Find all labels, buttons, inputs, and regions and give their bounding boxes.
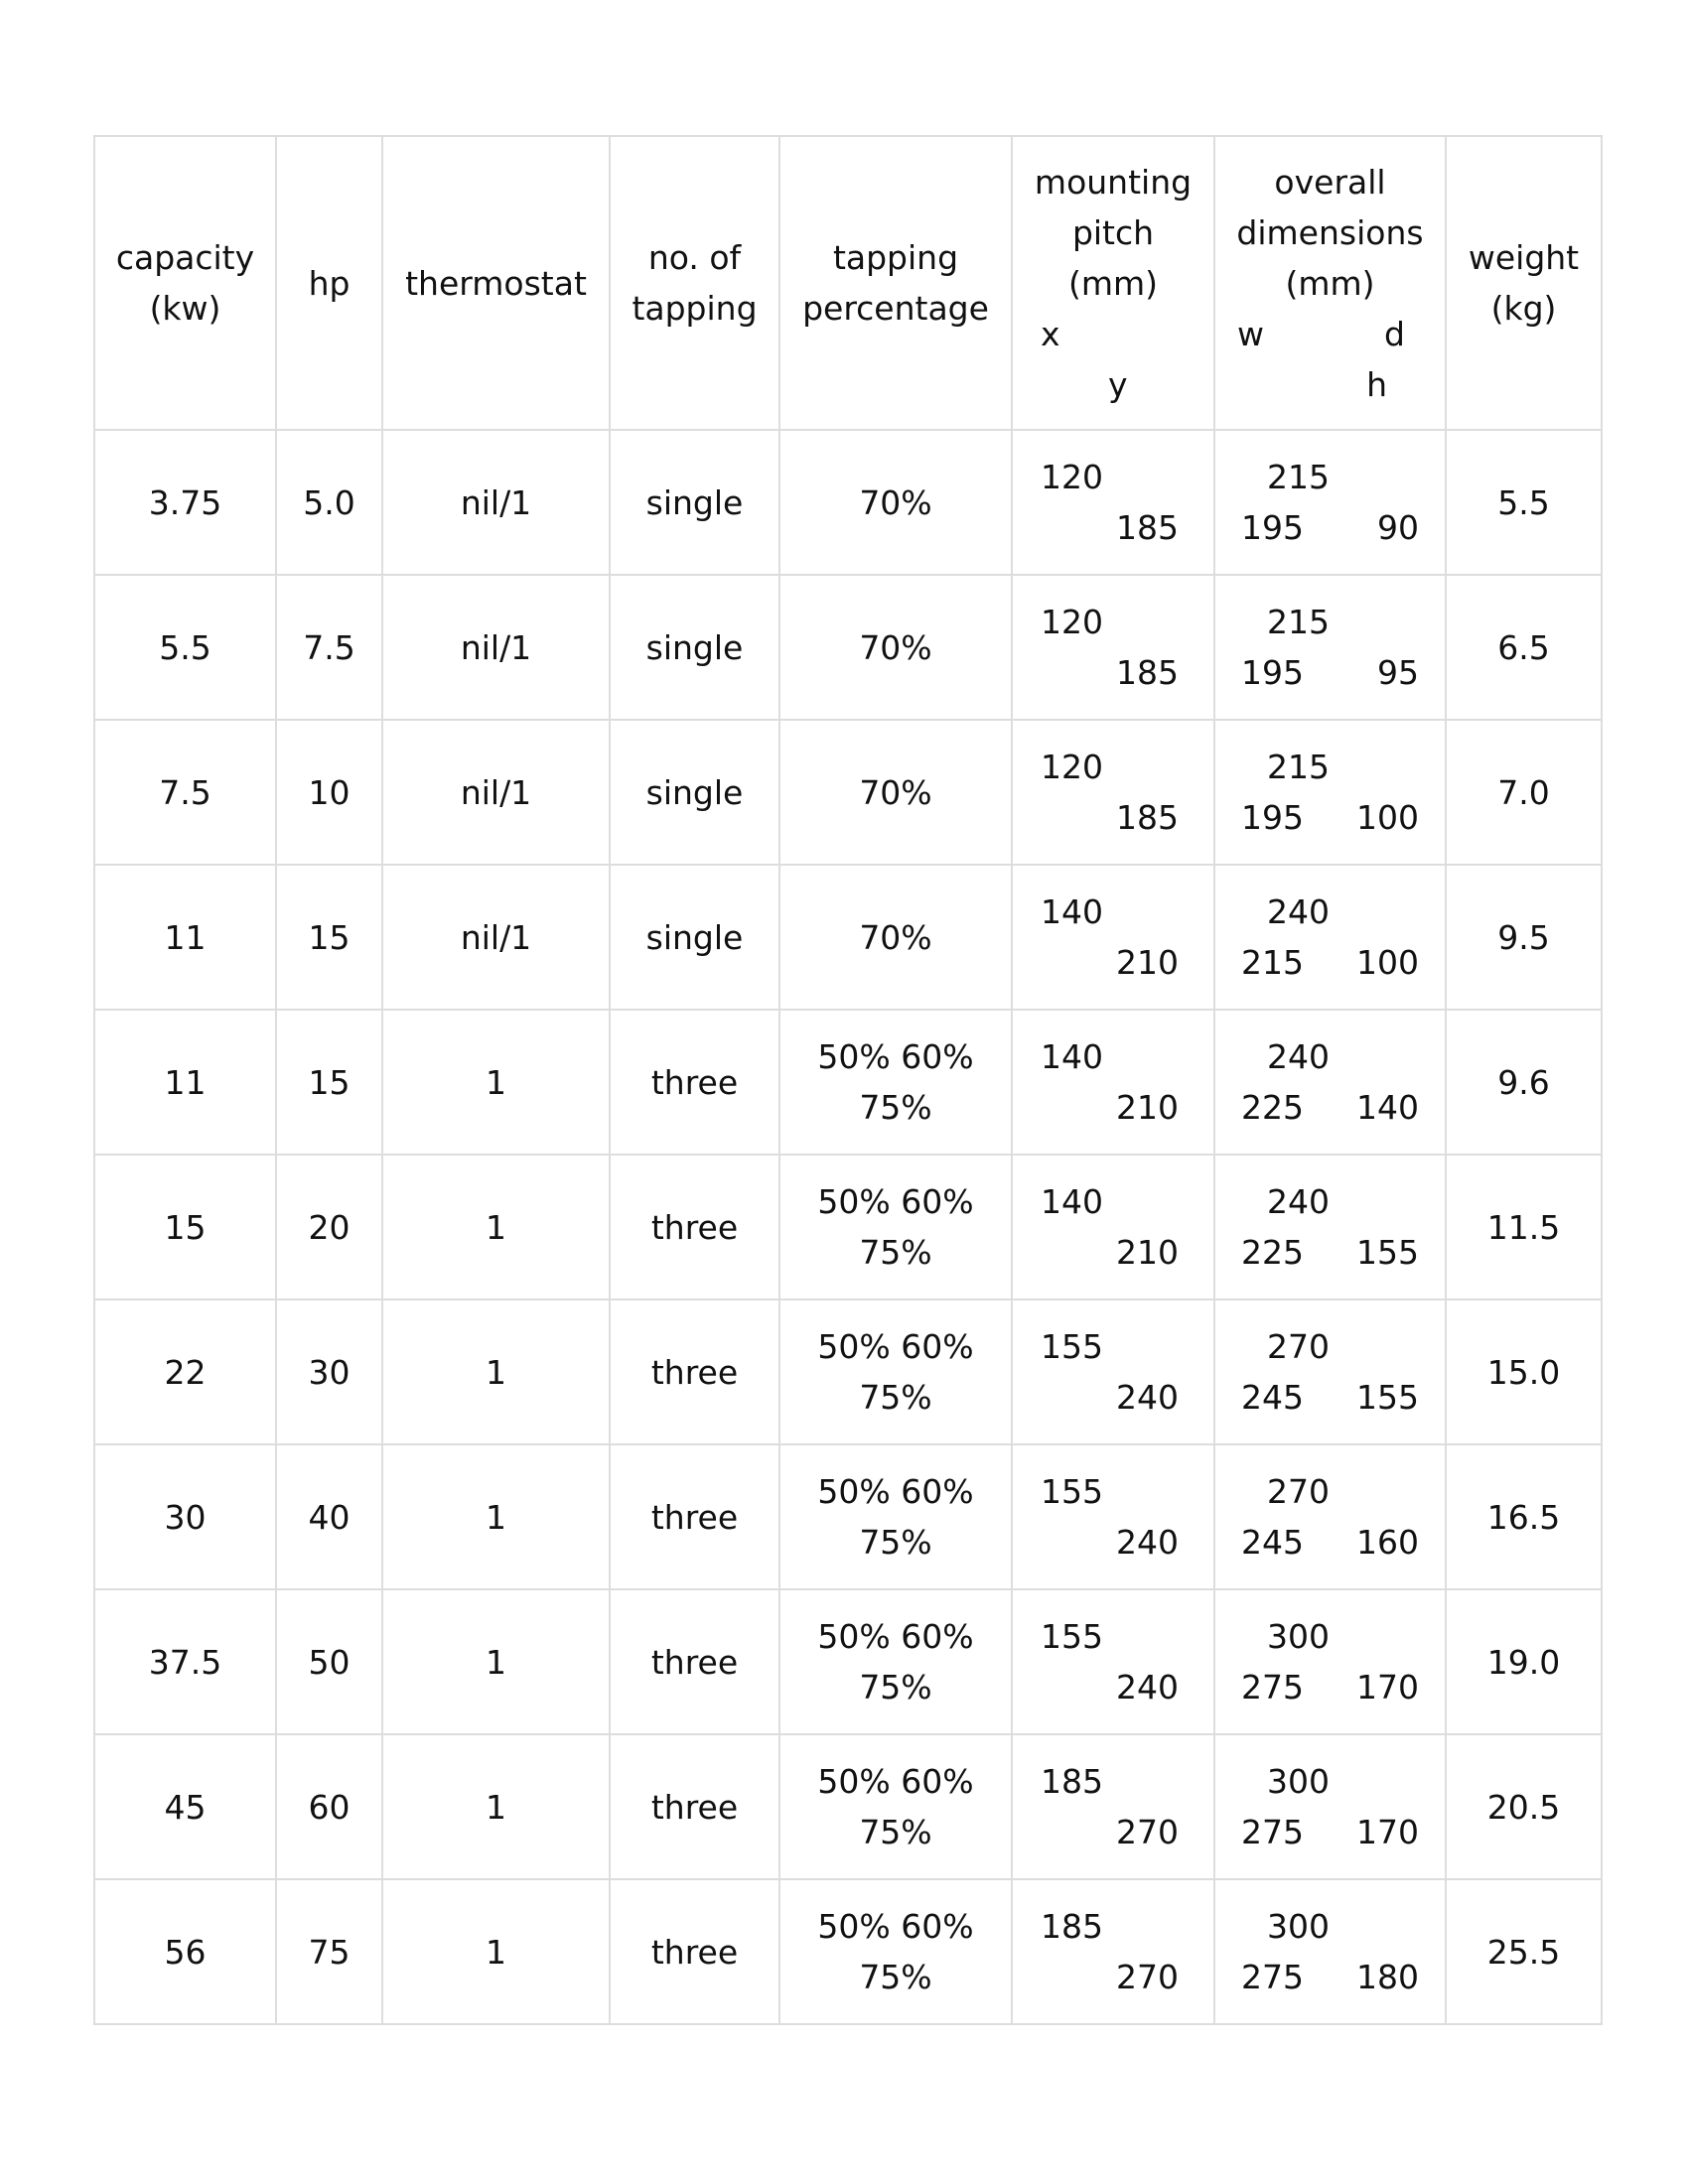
overall-dim-left: 195 (1241, 653, 1304, 692)
overall-dim-right: 180 (1356, 1958, 1419, 1996)
table-row (94, 1010, 1602, 1155)
cell-tapping-percentage: 50% 60% 75% (779, 1589, 1012, 1734)
overall-dim-left: 275 (1241, 1813, 1304, 1851)
cell-tapping-percentage: 50% 60% 75% (779, 1879, 1012, 2024)
mounting-pitch-x: 140 (1041, 1037, 1103, 1076)
cell-thermostat: nil/1 (382, 575, 610, 720)
mounting-pitch-y: 185 (1116, 653, 1179, 692)
table-row (94, 720, 1602, 865)
cell-weight: 25.5 (1446, 1879, 1602, 2024)
table-row (94, 1589, 1602, 1734)
cell-thermostat: nil/1 (382, 865, 610, 1010)
cell-capacity: 5.5 (94, 575, 276, 720)
cell-weight: 15.0 (1446, 1299, 1602, 1444)
cell-capacity: 56 (94, 1879, 276, 2024)
cell-capacity: 11 (94, 865, 276, 1010)
overall-dim-right: 155 (1356, 1378, 1419, 1417)
cell-tapping-percentage: 50% 60% 75% (779, 1155, 1012, 1299)
cell-weight: 20.5 (1446, 1734, 1602, 1879)
table-row (94, 1299, 1602, 1444)
overall-dim-left: 195 (1241, 508, 1304, 547)
table-row (94, 430, 1602, 575)
cell-weight: 11.5 (1446, 1155, 1602, 1299)
overall-dim-right: 100 (1356, 943, 1419, 982)
cell-capacity: 37.5 (94, 1589, 276, 1734)
header-overall-w: w (1237, 314, 1264, 353)
cell-capacity: 11 (94, 1010, 276, 1155)
mounting-pitch-y: 270 (1116, 1813, 1179, 1851)
cell-tapping-percentage: 50% 60% 75% (779, 1299, 1012, 1444)
mounting-pitch-x: 120 (1041, 458, 1103, 496)
overall-dim-left: 275 (1241, 1958, 1304, 1996)
cell-no-of-tapping: three (610, 1010, 779, 1155)
mounting-pitch-x: 120 (1041, 748, 1103, 786)
overall-dim-top: 240 (1267, 1182, 1330, 1221)
cell-no-of-tapping: three (610, 1444, 779, 1589)
cell-thermostat: 1 (382, 1010, 610, 1155)
header-mounting-pitch-y: y (1108, 364, 1128, 404)
cell-thermostat: 1 (382, 1589, 610, 1734)
cell-overall-dimensions (1214, 1010, 1446, 1155)
cell-thermostat: 1 (382, 1444, 610, 1589)
table-row (94, 1734, 1602, 1879)
cell-hp: 15 (276, 865, 382, 1010)
cell-thermostat: nil/1 (382, 430, 610, 575)
overall-dim-right: 170 (1356, 1668, 1419, 1706)
cell-mounting-pitch (1012, 1734, 1214, 1879)
mounting-pitch-x: 120 (1041, 603, 1103, 641)
overall-dim-left: 245 (1241, 1523, 1304, 1562)
overall-dim-left: 245 (1241, 1378, 1304, 1417)
cell-tapping-percentage: 70% (779, 720, 1012, 865)
table-row (94, 1444, 1602, 1589)
cell-tapping-percentage: 70% (779, 575, 1012, 720)
cell-hp: 10 (276, 720, 382, 865)
table-row (94, 575, 1602, 720)
cell-overall-dimensions (1214, 1155, 1446, 1299)
cell-hp: 30 (276, 1299, 382, 1444)
header-mounting-pitch-x: x (1041, 314, 1060, 353)
cell-capacity: 22 (94, 1299, 276, 1444)
header-weight: weight (kg) (1446, 136, 1602, 430)
cell-no-of-tapping: single (610, 430, 779, 575)
cell-weight: 6.5 (1446, 575, 1602, 720)
cell-overall-dimensions (1214, 1879, 1446, 2024)
cell-no-of-tapping: single (610, 865, 779, 1010)
overall-dim-left: 225 (1241, 1233, 1304, 1272)
overall-dim-top: 240 (1267, 1037, 1330, 1076)
mounting-pitch-x: 155 (1041, 1327, 1103, 1366)
overall-dim-top: 270 (1267, 1327, 1330, 1366)
overall-dim-right: 90 (1377, 508, 1419, 547)
cell-tapping-percentage: 50% 60% 75% (779, 1444, 1012, 1589)
cell-overall-dimensions (1214, 720, 1446, 865)
overall-dim-left: 275 (1241, 1668, 1304, 1706)
header-overall-d: d (1384, 314, 1405, 353)
cell-no-of-tapping: three (610, 1299, 779, 1444)
mounting-pitch-x: 140 (1041, 1182, 1103, 1221)
cell-weight: 19.0 (1446, 1589, 1602, 1734)
cell-no-of-tapping: three (610, 1879, 779, 2024)
mounting-pitch-y: 240 (1116, 1668, 1179, 1706)
cell-capacity: 45 (94, 1734, 276, 1879)
overall-dim-top: 215 (1267, 748, 1330, 786)
cell-overall-dimensions (1214, 430, 1446, 575)
overall-dim-right: 170 (1356, 1813, 1419, 1851)
cell-mounting-pitch (1012, 1155, 1214, 1299)
cell-weight: 5.5 (1446, 430, 1602, 575)
cell-overall-dimensions (1214, 1734, 1446, 1879)
overall-dim-left: 195 (1241, 798, 1304, 837)
overall-dim-top: 240 (1267, 892, 1330, 931)
cell-weight: 7.0 (1446, 720, 1602, 865)
overall-dim-top: 300 (1267, 1762, 1330, 1801)
overall-dim-left: 225 (1241, 1088, 1304, 1127)
mounting-pitch-y: 240 (1116, 1378, 1179, 1417)
mounting-pitch-x: 155 (1041, 1472, 1103, 1511)
cell-overall-dimensions (1214, 1589, 1446, 1734)
mounting-pitch-x: 185 (1041, 1907, 1103, 1946)
cell-mounting-pitch (1012, 1444, 1214, 1589)
cell-overall-dimensions (1214, 575, 1446, 720)
overall-dim-left: 215 (1241, 943, 1304, 982)
cell-hp: 60 (276, 1734, 382, 1879)
mounting-pitch-y: 210 (1116, 1088, 1179, 1127)
cell-hp: 40 (276, 1444, 382, 1589)
cell-capacity: 15 (94, 1155, 276, 1299)
cell-capacity: 7.5 (94, 720, 276, 865)
overall-dim-top: 215 (1267, 603, 1330, 641)
cell-capacity: 3.75 (94, 430, 276, 575)
table-row (94, 1879, 1602, 2024)
header-hp: hp (276, 136, 382, 430)
header-mounting-pitch: mounting pitch (mm) x y (1012, 136, 1214, 430)
mounting-pitch-y: 185 (1116, 508, 1179, 547)
mounting-pitch-y: 185 (1116, 798, 1179, 837)
cell-hp: 7.5 (276, 575, 382, 720)
spec-table (93, 135, 1603, 2025)
cell-hp: 5.0 (276, 430, 382, 575)
mounting-pitch-y: 270 (1116, 1958, 1179, 1996)
overall-dim-top: 270 (1267, 1472, 1330, 1511)
cell-hp: 50 (276, 1589, 382, 1734)
header-overall-wd (1215, 309, 1445, 359)
cell-mounting-pitch (1012, 430, 1214, 575)
header-capacity: capacity (kw) (94, 136, 276, 430)
mounting-pitch-y: 210 (1116, 943, 1179, 982)
overall-dim-right: 100 (1356, 798, 1419, 837)
header-overall-dimensions: overall dimensions (mm) w d h (1214, 136, 1446, 430)
cell-capacity: 30 (94, 1444, 276, 1589)
cell-tapping-percentage: 70% (779, 430, 1012, 575)
cell-thermostat: 1 (382, 1299, 610, 1444)
overall-dim-top: 300 (1267, 1907, 1330, 1946)
cell-mounting-pitch (1012, 865, 1214, 1010)
cell-no-of-tapping: single (610, 720, 779, 865)
cell-hp: 75 (276, 1879, 382, 2024)
cell-tapping-percentage: 70% (779, 865, 1012, 1010)
cell-tapping-percentage: 50% 60% 75% (779, 1010, 1012, 1155)
cell-weight: 16.5 (1446, 1444, 1602, 1589)
cell-mounting-pitch (1012, 1879, 1214, 2024)
cell-no-of-tapping: three (610, 1734, 779, 1879)
cell-no-of-tapping: single (610, 575, 779, 720)
cell-weight: 9.5 (1446, 865, 1602, 1010)
header-tapping-percentage: tapping percentage (779, 136, 1012, 430)
cell-hp: 15 (276, 1010, 382, 1155)
cell-hp: 20 (276, 1155, 382, 1299)
cell-mounting-pitch (1012, 1010, 1214, 1155)
cell-thermostat: 1 (382, 1155, 610, 1299)
overall-dim-right: 155 (1356, 1233, 1419, 1272)
cell-overall-dimensions (1214, 865, 1446, 1010)
overall-dim-right: 95 (1377, 653, 1419, 692)
overall-dim-top: 300 (1267, 1617, 1330, 1656)
header-row (94, 136, 1602, 430)
mounting-pitch-y: 210 (1116, 1233, 1179, 1272)
cell-tapping-percentage: 50% 60% 75% (779, 1734, 1012, 1879)
overall-dim-top: 215 (1267, 458, 1330, 496)
cell-thermostat: 1 (382, 1734, 610, 1879)
cell-overall-dimensions (1214, 1444, 1446, 1589)
mounting-pitch-x: 185 (1041, 1762, 1103, 1801)
mounting-pitch-x: 140 (1041, 892, 1103, 931)
header-thermostat: thermostat (382, 136, 610, 430)
mounting-pitch-y: 240 (1116, 1523, 1179, 1562)
header-overall-h-line (1215, 359, 1445, 410)
overall-dim-right: 160 (1356, 1523, 1419, 1562)
cell-no-of-tapping: three (610, 1155, 779, 1299)
cell-weight: 9.6 (1446, 1010, 1602, 1155)
cell-mounting-pitch (1012, 1589, 1214, 1734)
cell-thermostat: 1 (382, 1879, 610, 2024)
cell-no-of-tapping: three (610, 1589, 779, 1734)
cell-mounting-pitch (1012, 575, 1214, 720)
cell-thermostat: nil/1 (382, 720, 610, 865)
cell-mounting-pitch (1012, 720, 1214, 865)
overall-dim-right: 140 (1356, 1088, 1419, 1127)
cell-mounting-pitch (1012, 1299, 1214, 1444)
mounting-pitch-x: 155 (1041, 1617, 1103, 1656)
header-no-of-tapping: no. of tapping (610, 136, 779, 430)
table-row (94, 865, 1602, 1010)
header-overall-h: h (1366, 364, 1387, 404)
table-row (94, 1155, 1602, 1299)
cell-overall-dimensions (1214, 1299, 1446, 1444)
